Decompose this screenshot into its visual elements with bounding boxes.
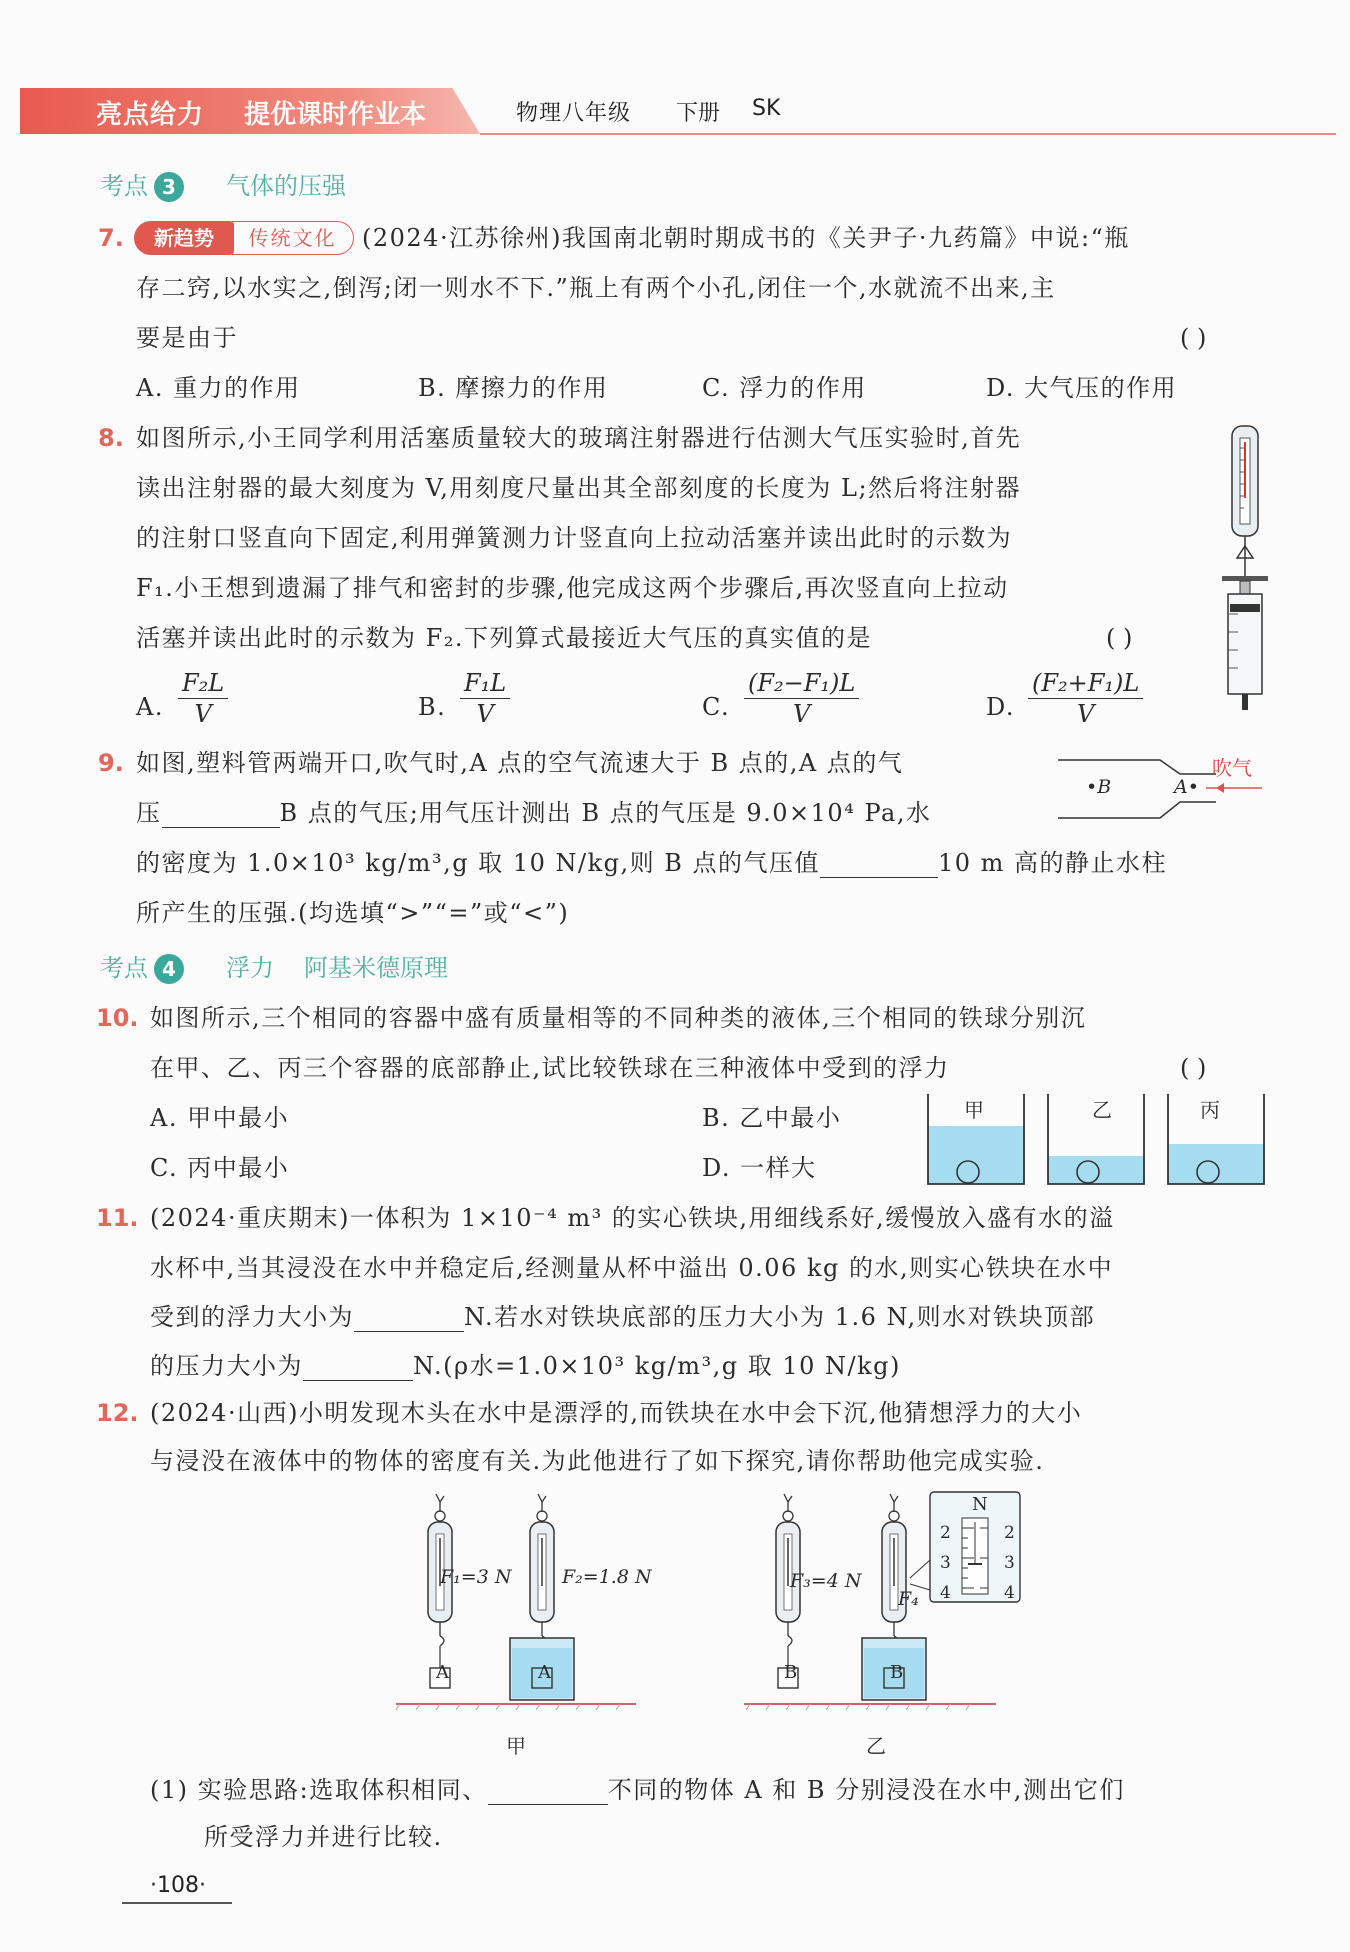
- page-number: ·108·: [150, 1873, 206, 1898]
- q11-line-2: 水杯中,当其浸没在水中并稳定后,经测量从杯中溢出 0.06 kg 的水,则实心铁块在水中: [150, 1254, 1114, 1282]
- scale-tick-4: 4: [940, 1583, 951, 1603]
- container-label-bing: 丙: [1200, 1098, 1220, 1122]
- q8-option-c-letter: C.: [702, 693, 731, 721]
- q11-line-3-end: N.若水对铁块底部的压力大小为 1.6 N,则水对铁块顶部: [464, 1303, 1096, 1331]
- q9-blank-2[interactable]: [820, 852, 938, 878]
- q11-line-1: (2024·重庆期末)一体积为 1×10⁻⁴ m³ 的实心铁块,用细线系好,缓慢放入盛有水的溢: [150, 1204, 1115, 1232]
- q9-line-3-end: 10 m 高的静止水柱: [938, 849, 1168, 877]
- q8-option-a-letter: A.: [136, 693, 164, 721]
- force-f3-label: F₃=4 N: [790, 1570, 862, 1592]
- q12-blank-1[interactable]: [488, 1779, 608, 1805]
- q10-option-b: B. 乙中最小: [702, 1104, 842, 1132]
- q10-line-1: 如图所示,三个相同的容器中盛有质量相等的不同种类的液体,三个相同的铁球分别沉: [150, 1004, 1087, 1032]
- q9-line-3-start: 的密度为 1.0×10³ kg/m³,g 取 10 N/kg,则 B 点的气压值: [136, 849, 820, 877]
- question-number-11: 11.: [96, 1204, 139, 1232]
- q12-line-1: (2024·山西)小明发现木头在水中是漂浮的,而铁块在水中会下沉,他猜想浮力的大小: [150, 1399, 1083, 1427]
- block-a-label-1: A: [436, 1662, 449, 1683]
- section-label: 考点: [100, 172, 148, 200]
- section-title: 气体的压强: [226, 172, 346, 200]
- section-label: 考点: [100, 954, 148, 982]
- fraction-denominator: V: [792, 700, 811, 728]
- q12-line-2: 与浸没在液体中的物体的密度有关.为此他进行了如下探究,请你帮助他完成实验.: [150, 1447, 1045, 1475]
- question-number-9: 9.: [98, 749, 124, 777]
- q11-blank-1[interactable]: [354, 1306, 464, 1332]
- section-number: 3: [154, 172, 184, 202]
- q8-option-a-fraction: [178, 668, 228, 729]
- syringe-spring-scale-figure: [1210, 418, 1280, 718]
- header-volume: 下册: [676, 101, 721, 126]
- scale-tick-2: 2: [1004, 1523, 1015, 1543]
- q8-line-4: F₁.小王想到遗漏了排气和密封的步骤,他完成这两个步骤后,再次竖直向上拉动: [136, 574, 1009, 602]
- scale-tick-3: 3: [1004, 1553, 1015, 1573]
- q10-line-2: 在甲、乙、丙三个容器的底部静止,试比较铁球在三种液体中受到的浮力: [150, 1054, 950, 1082]
- q7-line-1: (2024·江苏徐州)我国南北朝时期成书的《关尹子·九药篇》中说:“瓶: [362, 224, 1130, 252]
- tag-traditional-culture: 传统文化: [232, 221, 354, 255]
- q11-line-3-start: 受到的浮力大小为: [150, 1303, 354, 1331]
- section-title-2: 阿基米德原理: [304, 954, 448, 982]
- fraction-numerator: (F₂+F₁)L: [1028, 668, 1143, 699]
- fraction-numerator: F₁L: [460, 668, 510, 699]
- q8-option-d-letter: D.: [986, 693, 1016, 721]
- block-a-label-2: A: [538, 1662, 551, 1683]
- q7-option-a: A. 重力的作用: [136, 374, 301, 402]
- q10-option-a: A. 甲中最小: [150, 1104, 290, 1132]
- question-number-12: 12.: [96, 1399, 139, 1427]
- container-label-yi: 乙: [1092, 1098, 1112, 1122]
- force-f4-label: F₄: [898, 1588, 919, 1610]
- q11-line-4-start: 的压力大小为: [150, 1352, 303, 1380]
- block-b-label-2: B: [890, 1662, 904, 1683]
- q8-line-5: 活塞并读出此时的示数为 F₂.下列算式最接近大气压的真实值的是: [136, 624, 873, 652]
- q8-option-c-fraction: [744, 668, 859, 729]
- scale-right-numbers: [1004, 1518, 1015, 1608]
- force-f1-label: F₁=3 N: [440, 1566, 512, 1588]
- fraction-denominator: V: [1076, 700, 1095, 728]
- q11-blank-2[interactable]: [303, 1355, 413, 1381]
- fraction-denominator: V: [476, 700, 494, 728]
- figure-caption-jia: 甲: [506, 1734, 526, 1758]
- question-number-10: 10.: [96, 1004, 139, 1032]
- q9-blank-1[interactable]: [162, 802, 280, 828]
- q10-answer-paren: ( ): [1180, 1054, 1207, 1082]
- section-heading-4: [100, 948, 448, 984]
- section-title: 浮力: [226, 954, 274, 982]
- q8-line-1: 如图所示,小王同学利用活塞质量较大的玻璃注射器进行估测大气压实验时,首先: [136, 424, 1022, 452]
- q12-sub1-start: (1) 实验思路:选取体积相同、: [150, 1776, 488, 1804]
- q8-option-d-fraction: [1028, 668, 1143, 729]
- q7-line-2: 存二窍,以水实之,倒泻;闭一则水不下.”瓶上有两个小孔,闭住一个,水就流不出来,主: [136, 274, 1056, 302]
- scale-tick-3: 3: [940, 1553, 951, 1573]
- header-brand: 亮点给力: [96, 100, 205, 130]
- point-a-label: A•: [1174, 776, 1199, 798]
- q12-sub1-line-1: [150, 1775, 1125, 1805]
- block-b-label-1: B: [784, 1662, 798, 1683]
- q8-line-3: 的注射口竖直向下固定,利用弹簧测力计竖直向上拉动活塞并读出此时的示数为: [136, 524, 1013, 552]
- fraction-numerator: F₂L: [178, 668, 228, 699]
- header-subject: 物理八年级: [516, 101, 632, 126]
- q9-line-3: [136, 848, 1167, 878]
- q9-line-4: 所产生的压强.(均选填“>”“=”或“<”): [136, 899, 570, 927]
- fraction-numerator: (F₂−F₁)L: [744, 668, 859, 699]
- header-rule: [480, 133, 1336, 135]
- figure-caption-yi: 乙: [866, 1734, 886, 1758]
- footer-rule: [122, 1902, 232, 1904]
- section-number: 4: [154, 954, 184, 984]
- q11-line-4: [150, 1351, 901, 1381]
- q8-option-b-fraction: [460, 668, 510, 729]
- force-f2-label: F₂=1.8 N: [562, 1566, 652, 1588]
- q10-option-c: C. 丙中最小: [150, 1154, 290, 1182]
- buoyancy-experiment-figure: [390, 1488, 1030, 1714]
- q8-option-b-letter: B.: [418, 693, 447, 721]
- q12-sub1-end: 不同的物体 A 和 B 分别浸没在水中,测出它们: [607, 1776, 1125, 1804]
- fraction-denominator: V: [194, 700, 212, 728]
- q9-line-2: [136, 798, 931, 828]
- q10-option-d: D. 一样大: [702, 1154, 817, 1182]
- q7-answer-paren: ( ): [1180, 324, 1207, 352]
- q7-option-d: D. 大气压的作用: [986, 374, 1178, 402]
- section-heading-3: [100, 166, 346, 202]
- scale-tick-2: 2: [940, 1523, 951, 1543]
- q7-option-b: B. 摩擦力的作用: [418, 374, 609, 402]
- q8-line-2: 读出注射器的最大刻度为 V,用刻度尺量出其全部刻度的长度为 L;然后将注射器: [136, 474, 1022, 502]
- q9-line-2-start: 压: [136, 799, 162, 827]
- q9-line-1: 如图,塑料管两端开口,吹气时,A 点的空气流速大于 B 点的,A 点的气: [136, 749, 904, 777]
- q8-answer-paren: ( ): [1106, 624, 1133, 652]
- q12-sub1-line-2: 所受浮力并进行比较.: [204, 1823, 443, 1851]
- q9-line-2-end: B 点的气压;用气压计测出 B 点的气压是 9.0×10⁴ Pa,水: [279, 799, 932, 827]
- point-b-label: •B: [1086, 776, 1112, 798]
- container-label-jia: 甲: [964, 1098, 984, 1122]
- q11-line-3: [150, 1302, 1095, 1332]
- q7-option-c: C. 浮力的作用: [702, 374, 867, 402]
- question-number-8: 8.: [98, 424, 124, 452]
- q7-line-3: 要是由于: [136, 324, 238, 352]
- question-number-7: 7.: [98, 224, 124, 252]
- blow-label: 吹气: [1212, 756, 1252, 780]
- scale-tick-4: 4: [1004, 1583, 1015, 1603]
- scale-unit-label: N: [972, 1494, 988, 1515]
- header-edition: SK: [752, 96, 781, 121]
- scale-left-numbers: [940, 1518, 951, 1608]
- header-book-title: 提优课时作业本: [244, 100, 427, 130]
- q11-line-4-end: N.(ρ水=1.0×10³ kg/m³,g 取 10 N/kg): [413, 1352, 901, 1380]
- tag-new-trend: 新趋势: [134, 221, 234, 255]
